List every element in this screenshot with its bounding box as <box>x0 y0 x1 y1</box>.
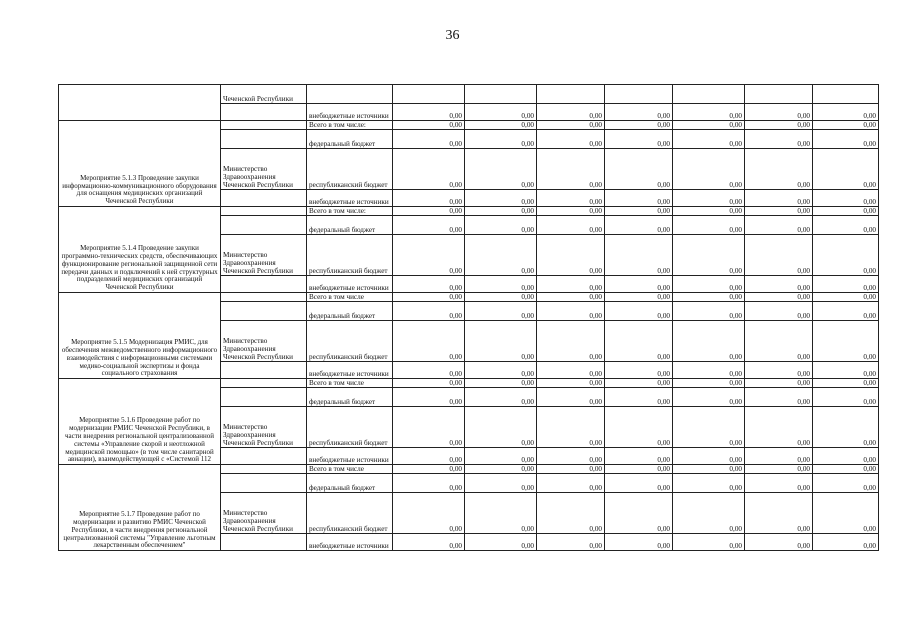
value-cell: 0,00 <box>745 362 813 379</box>
value-cell: 0,00 <box>673 121 745 130</box>
value-cell: 0,00 <box>537 121 605 130</box>
value-cell: 0,00 <box>605 293 673 302</box>
value-cell: 0,00 <box>537 302 605 321</box>
value-cell: 0,00 <box>605 207 673 216</box>
value-cell: 0,00 <box>813 302 879 321</box>
value-cell: 0,00 <box>537 104 605 121</box>
executor-cell-empty <box>221 362 307 379</box>
source-cell: внебюджетные источники <box>307 534 393 551</box>
value-cell: 0,00 <box>465 388 537 407</box>
value-cell: 0,00 <box>465 235 537 276</box>
value-cell: 0,00 <box>537 493 605 534</box>
value-cell: 0,00 <box>465 276 537 293</box>
value-cell: 0,00 <box>673 362 745 379</box>
value-cell: 0,00 <box>745 293 813 302</box>
event-title-cell: Мероприятие 5.1.3 Проведение закупки информационно-коммуникационного оборудования для оснащения медицинских организаций Чеченской Республики <box>59 121 221 207</box>
value-cell: 0,00 <box>393 130 465 149</box>
value-cell: 0,00 <box>465 474 537 493</box>
executor-cell-empty <box>221 293 307 302</box>
value-cell: 0,00 <box>673 216 745 235</box>
executor-cell: Чеченской Республики <box>221 85 307 104</box>
value-cell: 0,00 <box>393 190 465 207</box>
value-cell: 0,00 <box>673 302 745 321</box>
executor-cell-empty <box>221 121 307 130</box>
value-cell: 0,00 <box>673 190 745 207</box>
value-cell: 0,00 <box>393 302 465 321</box>
source-cell: Всего в том числе <box>307 465 393 474</box>
value-cell: 0,00 <box>673 130 745 149</box>
value-cell: 0,00 <box>673 407 745 448</box>
value-cell: 0,00 <box>605 302 673 321</box>
value-cell: 0,00 <box>393 407 465 448</box>
executor-cell-empty <box>221 207 307 216</box>
source-cell: федеральный бюджет <box>307 216 393 235</box>
source-cell: федеральный бюджет <box>307 474 393 493</box>
value-cell: 0,00 <box>605 407 673 448</box>
source-cell-empty <box>307 85 393 104</box>
event-title-cell: Мероприятие 5.1.4 Проведение закупки программно-технических средств, обеспечивающих функционирование региональной защищенной сети передачи данных и подключений к ней структурных подразделений медицинских организаций Чеченской Республики <box>59 207 221 293</box>
table-row <box>59 85 879 104</box>
value-cell: 0,00 <box>465 534 537 551</box>
executor-cell-empty <box>221 190 307 207</box>
source-cell: Всего в том числе: <box>307 121 393 130</box>
value-cell: 0,00 <box>465 121 537 130</box>
source-cell: республиканский бюджет <box>307 149 393 190</box>
value-cell: 0,00 <box>813 121 879 130</box>
executor-cell-empty <box>221 302 307 321</box>
value-cell: 0,00 <box>673 474 745 493</box>
value-cell: 0,00 <box>537 379 605 388</box>
executor-cell: Министерство Здравоохранения Чеченской Республики <box>221 321 307 362</box>
value-cell: 0,00 <box>673 379 745 388</box>
value-cell: 0,00 <box>465 379 537 388</box>
value-cell: 0,00 <box>605 190 673 207</box>
value-cell: 0,00 <box>465 216 537 235</box>
value-cell: 0,00 <box>745 321 813 362</box>
source-cell: внебюджетные источники <box>307 190 393 207</box>
value-cell: 0,00 <box>813 207 879 216</box>
value-cell: 0,00 <box>605 362 673 379</box>
source-cell: федеральный бюджет <box>307 388 393 407</box>
value-cell: 0,00 <box>465 448 537 465</box>
value-cell: 0,00 <box>465 293 537 302</box>
value-cell: 0,00 <box>813 321 879 362</box>
value-cell: 0,00 <box>673 149 745 190</box>
value-cell: 0,00 <box>813 493 879 534</box>
value-cell: 0,00 <box>745 474 813 493</box>
value-cell: 0,00 <box>393 474 465 493</box>
value-cell: 0,00 <box>393 207 465 216</box>
value-cell: 0,00 <box>393 362 465 379</box>
table-row <box>59 293 879 302</box>
value-cell: 0,00 <box>393 216 465 235</box>
value-cell: 0,00 <box>465 302 537 321</box>
source-cell: республиканский бюджет <box>307 235 393 276</box>
value-cell: 0,00 <box>605 276 673 293</box>
value-cell: 0,00 <box>673 293 745 302</box>
value-cell: 0,00 <box>393 493 465 534</box>
executor-cell-empty <box>221 276 307 293</box>
value-cell: 0,00 <box>393 235 465 276</box>
value-cell: 0,00 <box>745 104 813 121</box>
value-cell: 0,00 <box>605 448 673 465</box>
value-cell: 0,00 <box>537 448 605 465</box>
value-cell: 0,00 <box>393 388 465 407</box>
executor-cell-empty <box>221 130 307 149</box>
value-cell: 0,00 <box>393 465 465 474</box>
table-row <box>59 465 879 474</box>
event-title-cell: Мероприятие 5.1.7 Проведение работ по модернизации и развитию РМИС Чеченской Республики, в части внедрения региональной централизованной системы "Управление льготным лекарственным обеспечением" <box>59 465 221 551</box>
value-cell: 0,00 <box>813 149 879 190</box>
value-cell: 0,00 <box>673 207 745 216</box>
source-cell: республиканский бюджет <box>307 407 393 448</box>
value-cell: 0,00 <box>673 235 745 276</box>
value-cell: 0,00 <box>605 235 673 276</box>
value-cell: 0,00 <box>537 190 605 207</box>
value-cell: 0,00 <box>605 465 673 474</box>
value-cell: 0,00 <box>673 448 745 465</box>
source-cell: Всего в том числе: <box>307 207 393 216</box>
executor-cell-empty <box>221 216 307 235</box>
event-title-cell: Мероприятие 5.1.5 Модернизация РМИС, для обеспечения межведомственного информационного взаимодействия с информационными системами медико-социальной экспертизы и фонда социального страхования <box>59 293 221 379</box>
value-cell: 0,00 <box>745 407 813 448</box>
value-cell: 0,00 <box>605 388 673 407</box>
value-cell: 0,00 <box>393 321 465 362</box>
table-row <box>59 207 879 216</box>
value-cell: 0,00 <box>745 379 813 388</box>
value-cell: 0,00 <box>745 130 813 149</box>
value-cell: 0,00 <box>605 321 673 362</box>
value-cell: 0,00 <box>537 235 605 276</box>
value-cell: 0,00 <box>465 493 537 534</box>
value-cell: 0,00 <box>673 534 745 551</box>
value-cell: 0,00 <box>537 130 605 149</box>
page-number: 36 <box>445 28 460 43</box>
value-cell: 0,00 <box>465 407 537 448</box>
executor-cell-empty <box>221 379 307 388</box>
value-cell: 0,00 <box>465 104 537 121</box>
executor-cell-empty <box>221 448 307 465</box>
value-cell: 0,00 <box>813 216 879 235</box>
value-cell: 0,00 <box>393 534 465 551</box>
value-cell: 0,00 <box>813 388 879 407</box>
executor-cell: Министерство Здравоохранения Чеченской Республики <box>221 235 307 276</box>
value-cell: 0,00 <box>813 235 879 276</box>
value-cell: 0,00 <box>673 493 745 534</box>
executor-cell-empty <box>221 465 307 474</box>
value-cell: 0,00 <box>393 379 465 388</box>
value-cell: 0,00 <box>393 149 465 190</box>
source-cell: республиканский бюджет <box>307 493 393 534</box>
source-cell: республиканский бюджет <box>307 321 393 362</box>
value-cell: 0,00 <box>465 130 537 149</box>
value-cell: 0,00 <box>537 216 605 235</box>
value-cell: 0,00 <box>745 190 813 207</box>
value-cell: 0,00 <box>465 149 537 190</box>
value-cell: 0,00 <box>605 474 673 493</box>
value-cell: 0,00 <box>605 104 673 121</box>
value-cell: 0,00 <box>605 379 673 388</box>
value-cell: 0,00 <box>537 362 605 379</box>
value-cell: 0,00 <box>813 465 879 474</box>
value-cell: 0,00 <box>537 407 605 448</box>
value-cell: 0,00 <box>745 302 813 321</box>
executor-cell-empty <box>221 534 307 551</box>
value-cell: 0,00 <box>673 465 745 474</box>
value-cell: 0,00 <box>537 465 605 474</box>
executor-cell: Министерство Здравоохранения Чеченской Республики <box>221 493 307 534</box>
value-cell: 0,00 <box>745 465 813 474</box>
source-cell: внебюджетные источники <box>307 448 393 465</box>
executor-cell-empty <box>221 474 307 493</box>
value-cell: 0,00 <box>605 149 673 190</box>
value-cell: 0,00 <box>465 207 537 216</box>
value-cell: 0,00 <box>537 474 605 493</box>
value-cell: 0,00 <box>813 293 879 302</box>
value-cell: 0,00 <box>537 321 605 362</box>
value-cell: 0,00 <box>813 130 879 149</box>
value-cell: 0,00 <box>673 104 745 121</box>
value-cell: 0,00 <box>605 130 673 149</box>
source-cell: федеральный бюджет <box>307 130 393 149</box>
source-cell: Всего в том числе <box>307 293 393 302</box>
value-cell: 0,00 <box>393 276 465 293</box>
executor-cell: Министерство Здравоохранения Чеченской Республики <box>221 407 307 448</box>
value-cell: 0,00 <box>537 534 605 551</box>
budget-table <box>58 84 879 551</box>
value-cell: 0,00 <box>813 534 879 551</box>
value-cell: 0,00 <box>745 276 813 293</box>
source-cell: внебюджетные источники <box>307 104 393 121</box>
value-cell: 0,00 <box>605 121 673 130</box>
value-cell: 0,00 <box>537 388 605 407</box>
value-cell: 0,00 <box>745 235 813 276</box>
value-cell: 0,00 <box>813 448 879 465</box>
executor-cell-empty <box>221 104 307 121</box>
value-cell: 0,00 <box>537 276 605 293</box>
value-cell: 0,00 <box>745 493 813 534</box>
value-cell: 0,00 <box>537 293 605 302</box>
value-cell: 0,00 <box>673 388 745 407</box>
value-cell: 0,00 <box>745 121 813 130</box>
value-cell: 0,00 <box>745 149 813 190</box>
value-cell: 0,00 <box>745 388 813 407</box>
executor-cell-empty <box>221 388 307 407</box>
value-cell: 0,00 <box>813 407 879 448</box>
executor-cell: Министерство Здравоохранения Чеченской Республики <box>221 149 307 190</box>
source-cell: внебюджетные источники <box>307 276 393 293</box>
value-cell: 0,00 <box>745 448 813 465</box>
value-cell: 0,00 <box>745 534 813 551</box>
value-cell: 0,00 <box>537 207 605 216</box>
value-cell: 0,00 <box>813 190 879 207</box>
value-cell: 0,00 <box>745 216 813 235</box>
value-cell: 0,00 <box>465 465 537 474</box>
value-cell: 0,00 <box>393 121 465 130</box>
value-cell: 0,00 <box>605 493 673 534</box>
table-row <box>59 379 879 388</box>
value-cell: 0,00 <box>673 321 745 362</box>
value-cell: 0,00 <box>537 149 605 190</box>
value-cell: 0,00 <box>465 321 537 362</box>
source-cell: федеральный бюджет <box>307 302 393 321</box>
value-cell: 0,00 <box>813 474 879 493</box>
source-cell: внебюджетные источники <box>307 362 393 379</box>
value-cell: 0,00 <box>393 448 465 465</box>
value-cell: 0,00 <box>465 190 537 207</box>
value-cell: 0,00 <box>605 216 673 235</box>
event-cell-empty <box>59 85 221 121</box>
value-cell: 0,00 <box>393 293 465 302</box>
value-cell: 0,00 <box>673 276 745 293</box>
source-cell: Всего в том числе <box>307 379 393 388</box>
value-cell: 0,00 <box>393 104 465 121</box>
value-cell: 0,00 <box>813 104 879 121</box>
event-title-cell: Мероприятие 5.1.6 Проведение работ по модернизации РМИС Чеченской Республики, в части внедрения региональной централизованной системы «Управление скорой и неотложной медицинской помощью» (в том числе санитарной авиации), взаимодействующей с «Системой 112 <box>59 379 221 465</box>
value-cell: 0,00 <box>813 276 879 293</box>
value-cell: 0,00 <box>605 534 673 551</box>
value-cell: 0,00 <box>465 362 537 379</box>
value-cell: 0,00 <box>813 379 879 388</box>
value-cell: 0,00 <box>745 207 813 216</box>
table-row <box>59 121 879 130</box>
value-cell: 0,00 <box>813 362 879 379</box>
